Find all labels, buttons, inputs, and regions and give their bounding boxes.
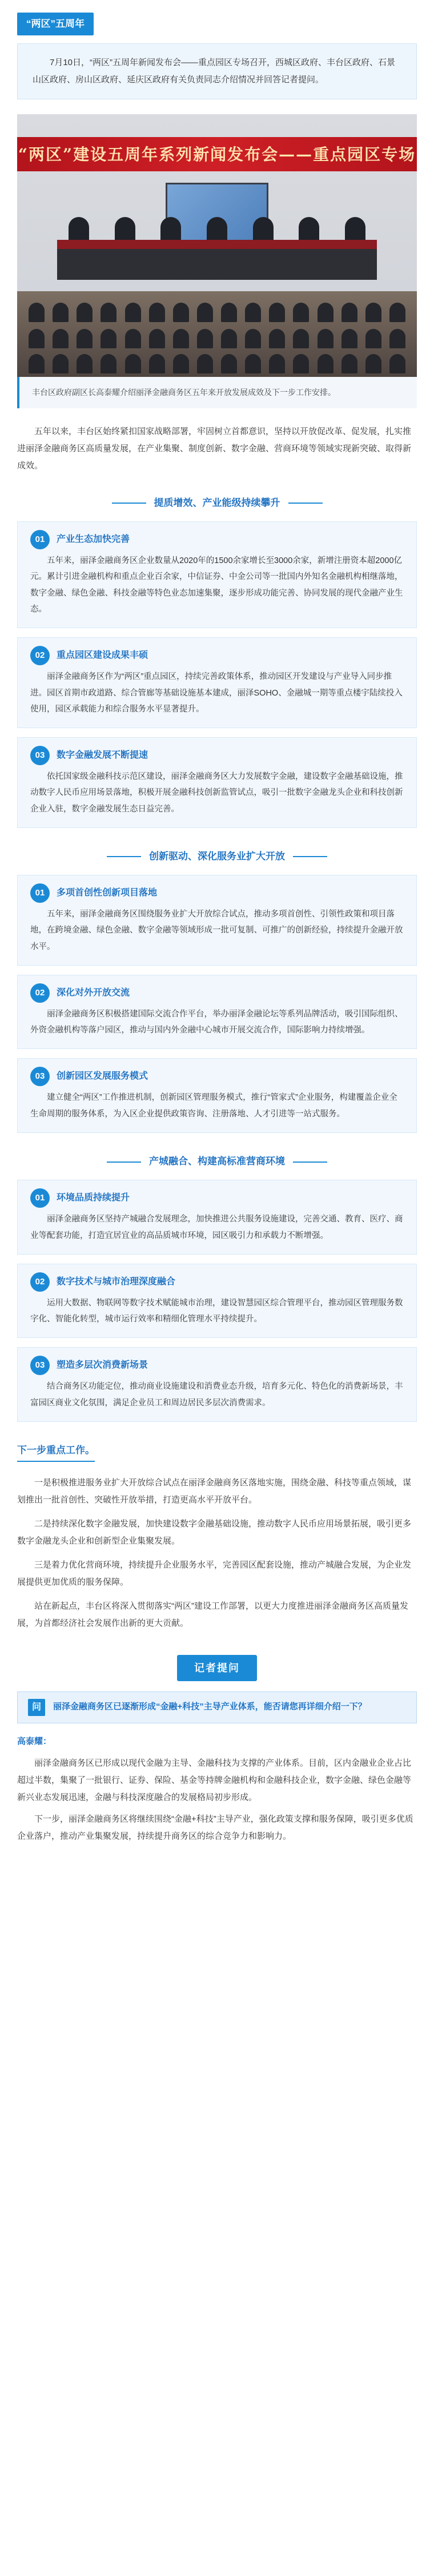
reporter-label: 记者提问	[177, 1655, 257, 1681]
card-3-1	[17, 1180, 417, 1255]
number-badge: 03	[30, 746, 50, 765]
question-icon: 问	[28, 1699, 45, 1716]
card-3-3	[17, 1347, 417, 1422]
number-badge: 03	[30, 1067, 50, 1086]
header	[0, 0, 434, 35]
card-body: 建立健全“两区”工作推进机制，创新园区管理服务模式，推行“管家式”企业服务，构建覆盖企业全生命周期的服务体系，为入区企业提供政策咨询、注册落地、人才引进等一站式服务。	[30, 1093, 397, 1119]
card-2-2	[17, 975, 417, 1050]
conference-banner: “两区”建设五周年系列新闻发布会——重点园区专场	[17, 137, 417, 171]
answer-paragraph: 丽泽金融商务区已形成以现代金融为主导、金融科技为支撑的产业体系。目前，区内金融业企业占比超过半数，集聚了一批银行、证券、保险、基金等持牌金融机构和金融科技企业，数字金融、绿色金融等新兴业态发展迅速，金融与科技深度融合的发展格局初步形成。	[17, 1758, 412, 1802]
next-steps-paragraph: 三是着力优化营商环境，持续提升企业服务水平，完善园区配套设施，推动产城融合发展，为企业发展提供更加优质的服务保障。	[17, 1560, 412, 1588]
next-steps-paragraph: 二是持续深化数字金融发展，加快建设数字金融基础设施，推动数字人民币应用场景拓展，吸引更多数字金融龙头企业和创新型企业集聚发展。	[17, 1519, 412, 1546]
card-body: 丽泽金融商务区坚持产城融合发展理念，加快推进公共服务设施建设，完善交通、教育、医疗、商业等配套功能，打造宜居宜业的高品质城市环境，园区吸引力和承载力不断增强。	[30, 1215, 403, 1240]
question-box	[17, 1691, 417, 1723]
card-body: 丽泽金融商务区作为“两区”重点园区，持续完善政策体系，推动园区开发建设与产业导入同步推进。园区首期市政道路、综合管廊等基础设施基本建成，丽泽SOHO、金融城一期等重点楼宇陆续投入使用，园区承载能力和综合服务水平显著提升。	[30, 672, 403, 714]
section-title-2: 创新驱动、深化服务业扩大开放	[17, 847, 417, 866]
card-1-3	[17, 737, 417, 828]
section-title-3: 产城融合、构建高标准营商环境	[17, 1152, 417, 1171]
question-text: 丽泽金融商务区已逐渐形成“金融+科技”主导产业体系，能否请您再详细介绍一下？	[53, 1702, 367, 1712]
card-title: 数字金融发展不断提速	[57, 750, 148, 760]
next-steps-title: 下一步重点工作。	[17, 1441, 95, 1462]
card-1-1	[17, 521, 417, 628]
number-badge: 02	[30, 983, 50, 1003]
audience	[17, 291, 417, 377]
card-body: 丽泽金融商务区积极搭建国际交流合作平台，举办丽泽金融论坛等系列品牌活动，吸引国际组织、外资金融机构等落户园区，推动与国内外金融中心城市开展交流合作，国际影响力持续增强。	[30, 1009, 403, 1035]
card-2-3	[17, 1058, 417, 1133]
card-title: 数字技术与城市治理深度融合	[57, 1276, 176, 1287]
photo-caption: 丰台区政府副区长高泰耀介绍丽泽金融商务区五年来开放发展成效及下一步工作安排。	[17, 377, 417, 408]
answer-paragraph: 下一步，丽泽金融商务区将继续围绕“金融+科技”主导产业，强化政策支撑和服务保障，吸引更多优质企业落户，推动产业集聚发展，持续提升商务区的综合竞争力和影响力。	[17, 1814, 413, 1841]
number-badge: 02	[30, 646, 50, 665]
card-1-2	[17, 637, 417, 728]
card-title: 重点园区建设成果丰硕	[57, 650, 148, 661]
card-body: 运用大数据、物联网等数字技术赋能城市治理，建设智慧园区综合管理平台，推动园区管理服务数字化、智能化转型，城市运行效率和精细化管理水平持续提升。	[30, 1298, 403, 1324]
reporter-section	[17, 1655, 417, 1681]
card-title: 多项首创性创新项目落地	[57, 887, 158, 898]
card-body: 五年来，丽泽金融商务区围绕服务业扩大开放综合试点，推动多项首创性、引领性政策和项目落地，在跨境金融、绿色金融、数字金融等领域形成一批可复制、可推广的创新经验，持续提升金融开放水平。	[30, 910, 403, 951]
number-badge: 01	[30, 883, 50, 903]
conference-photo	[17, 114, 417, 377]
number-badge: 03	[30, 1356, 50, 1375]
podium	[57, 240, 377, 280]
card-title: 环境品质持续提升	[57, 1193, 130, 1203]
card-2-1	[17, 875, 417, 966]
lead-paragraph: 五年以来，丰台区始终紧扣国家战略部署，牢固树立首都意识，坚持以开放促改革、促发展，扎实推进丽泽金融商务区高质量发展，在产业集聚、制度创新、数字金融、营商环境等领域实现新突破、取得新成效。	[17, 426, 412, 471]
section-tag: “两区”五周年	[17, 13, 94, 35]
photo-block	[17, 114, 417, 408]
number-badge: 01	[30, 530, 50, 549]
number-badge: 01	[30, 1188, 50, 1208]
section-title-1: 提质增效、产业能级持续攀升	[17, 494, 417, 512]
next-steps-paragraph: 一是积极推进服务业扩大开放综合试点在丽泽金融商务区落地实施，围绕金融、科技等重点领域，谋划推出一批首创性、突破性开放举措，打造更高水平开放平台。	[17, 1478, 412, 1505]
card-body: 依托国家级金融科技示范区建设，丽泽金融商务区大力发展数字金融，建设数字金融基础设施，推动数字人民币应用场景落地，积极开展金融科技创新监管试点，吸引一批数字金融龙头企业和科技创新企业入驻，数字金融发展生态日益完善。	[30, 772, 403, 814]
card-body: 结合商务区功能定位，推动商业设施建设和消费业态升级，培育多元化、特色化的消费新场景，丰富园区商业文化氛围，满足企业员工和周边居民多层次消费需求。	[30, 1382, 403, 1408]
card-3-2	[17, 1264, 417, 1339]
card-title: 产业生态加快完善	[57, 534, 130, 544]
card-body: 五年来，丽泽金融商务区企业数量从2020年的1500余家增长至3000余家，新增注册资本超2000亿元。累计引进金融机构和重点企业百余家，中信证券、中金公司等一批国内外知名金融机构相继落地，数字金融、绿色金融、科技金融等特色业态加速集聚，逐步形成功能完善、协同发展的现代金融产业生态。	[30, 556, 403, 614]
number-badge: 02	[30, 1272, 50, 1292]
card-title: 深化对外开放交流	[57, 987, 130, 998]
speaker-name: 高泰耀：	[17, 1737, 52, 1747]
intro-box: 7月10日，“两区”五周年新闻发布会——重点园区专场召开，西城区政府、丰台区政府、石景山区政府、房山区政府、延庆区政府有关负责同志介绍情况并回答记者提问。	[17, 43, 417, 99]
card-title: 塑造多层次消费新场景	[57, 1360, 148, 1371]
card-title: 创新园区发展服务模式	[57, 1071, 148, 1082]
next-steps-paragraph: 站在新起点，丰台区将深入贯彻落实“两区”建设工作部署，以更大力度推进丽泽金融商务区高质量发展，为首都经济社会发展作出新的更大贡献。	[17, 1601, 408, 1629]
